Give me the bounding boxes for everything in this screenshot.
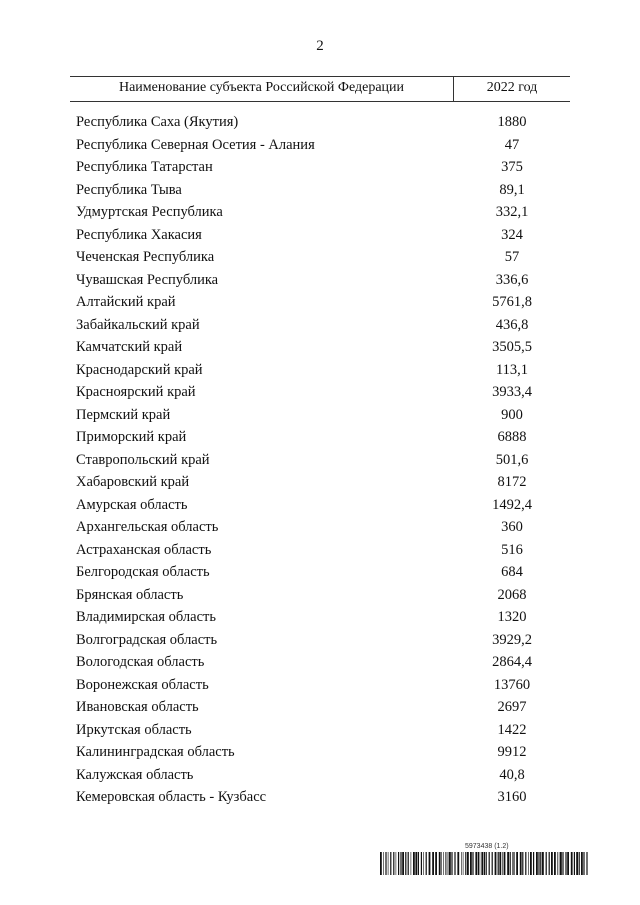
table-row bbox=[70, 224, 570, 247]
barcode-bar bbox=[472, 852, 473, 875]
region-value: 436,8 bbox=[495, 316, 529, 333]
region-name: Алтайский край bbox=[76, 294, 176, 310]
region-value: 3505,5 bbox=[492, 339, 532, 355]
region-value: 1422 bbox=[497, 721, 527, 738]
barcode-bar bbox=[528, 852, 529, 875]
region-value: 900 bbox=[501, 406, 523, 423]
region-value: 360 bbox=[501, 519, 523, 535]
barcode-bar bbox=[465, 852, 466, 875]
region-value: 3160 bbox=[497, 789, 527, 805]
barcode-bar bbox=[429, 852, 431, 875]
table-row bbox=[70, 494, 570, 517]
barcode-bar bbox=[478, 852, 479, 875]
region-value: 9912 bbox=[497, 744, 527, 760]
region-value: 89,1 bbox=[499, 181, 525, 198]
barcode-bar bbox=[499, 852, 501, 875]
region-name: Ставропольский край bbox=[76, 451, 210, 468]
barcode-bar bbox=[576, 852, 578, 875]
table-row bbox=[70, 111, 570, 134]
barcode-bar bbox=[390, 852, 391, 875]
barcode-bar bbox=[393, 852, 394, 875]
barcode-bar bbox=[423, 852, 424, 875]
region-value: 47 bbox=[504, 136, 520, 153]
barcode-bar bbox=[542, 852, 544, 875]
barcode-bar bbox=[489, 852, 490, 875]
barcode-bar bbox=[530, 852, 532, 875]
table-row bbox=[70, 764, 570, 787]
table-row bbox=[70, 134, 570, 157]
region-value: 1492,4 bbox=[492, 496, 532, 513]
barcode-bar bbox=[583, 852, 584, 875]
barcode-bar bbox=[418, 852, 419, 875]
barcode-bar bbox=[435, 852, 437, 875]
table-row bbox=[70, 584, 570, 607]
region-name: Кемеровская область - Кузбасс bbox=[76, 789, 267, 805]
table-row bbox=[70, 629, 570, 652]
barcode-bar bbox=[475, 852, 477, 875]
region-name: Республика Хакасия bbox=[76, 226, 202, 243]
region-value: 6888 bbox=[497, 429, 527, 445]
barcode-bar bbox=[385, 852, 386, 875]
table-row bbox=[70, 719, 570, 742]
barcode-bar bbox=[448, 852, 449, 875]
barcode-image bbox=[380, 852, 590, 875]
region-value: 8172 bbox=[497, 474, 527, 490]
barcode-bar bbox=[449, 852, 451, 875]
barcode-bar bbox=[565, 852, 566, 875]
barcode-bar bbox=[398, 852, 399, 875]
barcode-bar bbox=[516, 852, 518, 875]
table-row bbox=[70, 606, 570, 629]
barcode-bar bbox=[467, 852, 469, 875]
region-value: 13760 bbox=[493, 676, 531, 693]
region-value: 375 bbox=[501, 159, 523, 175]
table-row bbox=[70, 516, 570, 539]
region-value: 57 bbox=[504, 249, 520, 265]
region-name: Чувашская Республика bbox=[76, 271, 219, 288]
region-name: Воронежская область bbox=[76, 676, 209, 693]
barcode-bar bbox=[383, 852, 384, 875]
region-name: Камчатский край bbox=[76, 339, 183, 355]
barcode-bar bbox=[470, 852, 472, 875]
barcode-bar bbox=[495, 852, 497, 875]
barcode-bar bbox=[461, 852, 462, 875]
barcode-bar bbox=[512, 852, 513, 875]
region-value: 684 bbox=[501, 564, 523, 580]
region-value: 501,6 bbox=[495, 451, 529, 468]
region-value: 2068 bbox=[497, 586, 527, 603]
region-name: Калужская область bbox=[76, 766, 194, 783]
barcode-bar bbox=[486, 852, 487, 875]
table-row bbox=[70, 449, 570, 472]
barcode-bar bbox=[567, 852, 569, 875]
barcode-bar bbox=[426, 852, 427, 875]
region-name: Республика Саха (Якутия) bbox=[76, 114, 239, 130]
barcode-bar bbox=[441, 852, 442, 875]
barcode-bar bbox=[507, 852, 509, 875]
barcode-bar bbox=[402, 852, 404, 875]
region-name: Приморский край bbox=[76, 429, 187, 445]
barcode-bar bbox=[481, 852, 483, 875]
region-name: Чеченская Республика bbox=[76, 249, 215, 265]
barcode-bar bbox=[454, 852, 455, 875]
barcode-bar bbox=[574, 852, 575, 875]
barcode-bar bbox=[457, 852, 459, 875]
table-row bbox=[70, 359, 570, 382]
table-row bbox=[70, 179, 570, 202]
barcode-bar bbox=[546, 852, 547, 875]
region-name: Архангельская область bbox=[76, 519, 219, 535]
barcode-bar bbox=[492, 852, 493, 875]
region-value: 2697 bbox=[497, 699, 527, 715]
barcode-bar bbox=[557, 852, 558, 875]
region-name: Амурская область bbox=[76, 496, 188, 513]
region-value: 1880 bbox=[497, 114, 527, 130]
region-value: 40,8 bbox=[499, 766, 525, 783]
region-name: Калининградская область bbox=[76, 744, 235, 760]
region-name: Республика Северная Осетия - Алания bbox=[76, 136, 315, 153]
table-row bbox=[70, 674, 570, 697]
barcode-bar bbox=[525, 852, 526, 875]
barcode-bar bbox=[510, 852, 511, 875]
table-header bbox=[70, 76, 570, 102]
table-body bbox=[70, 111, 570, 809]
barcode-bar bbox=[504, 852, 506, 875]
region-name: Волгоградская область bbox=[76, 631, 218, 648]
barcode-bar bbox=[579, 852, 580, 875]
barcode-bar bbox=[586, 852, 587, 875]
table-row bbox=[70, 201, 570, 224]
barcode-bar bbox=[408, 852, 409, 875]
region-name: Забайкальский край bbox=[76, 316, 200, 333]
region-name: Республика Татарстан bbox=[76, 159, 213, 175]
table-row bbox=[70, 426, 570, 449]
barcode-bar bbox=[400, 852, 401, 875]
barcode-bar bbox=[520, 852, 522, 875]
table-row bbox=[70, 741, 570, 764]
barcode-bar bbox=[463, 852, 464, 875]
region-value: 324 bbox=[501, 226, 523, 243]
region-value: 113,1 bbox=[495, 361, 529, 378]
region-name: Хабаровский край bbox=[76, 474, 190, 490]
barcode-bar bbox=[514, 852, 515, 875]
region-name: Краснодарский край bbox=[76, 361, 203, 378]
barcode-bar bbox=[502, 852, 503, 875]
region-value: 3929,2 bbox=[492, 631, 532, 648]
barcode-bar bbox=[533, 852, 534, 875]
barcode-bar bbox=[536, 852, 538, 875]
region-name: Республика Тыва bbox=[76, 181, 182, 198]
table-row bbox=[70, 539, 570, 562]
region-name: Ивановская область bbox=[76, 699, 199, 715]
barcode-bar bbox=[540, 852, 541, 875]
table-row bbox=[70, 381, 570, 404]
barcode-bar bbox=[415, 852, 417, 875]
barcode-bar bbox=[559, 852, 560, 875]
table-row bbox=[70, 314, 570, 337]
barcode-bar bbox=[551, 852, 553, 875]
table-row bbox=[70, 246, 570, 269]
region-name: Иркутская область bbox=[76, 721, 192, 738]
barcode-bar bbox=[432, 852, 434, 875]
barcode-bar bbox=[581, 852, 583, 875]
region-value: 332,1 bbox=[495, 204, 529, 220]
barcode-bar bbox=[443, 852, 444, 875]
region-value: 516 bbox=[501, 541, 523, 558]
barcode-bar bbox=[445, 852, 446, 875]
region-value: 1320 bbox=[497, 609, 527, 625]
column-header-region: Наименование субъекта Российской Федерации bbox=[118, 80, 405, 95]
table-row bbox=[70, 336, 570, 359]
barcode-bar bbox=[560, 852, 562, 875]
region-name: Брянская область bbox=[76, 586, 184, 603]
table-row bbox=[70, 786, 570, 809]
barcode-bar bbox=[484, 852, 485, 875]
region-name: Астраханская область bbox=[76, 541, 212, 558]
region-name: Владимирская область bbox=[76, 609, 216, 625]
table-row bbox=[70, 561, 570, 584]
table-row bbox=[70, 471, 570, 494]
barcode-bar bbox=[549, 852, 550, 875]
barcode-bar bbox=[562, 852, 563, 875]
barcode-bar bbox=[396, 852, 397, 875]
region-name: Удмуртская Республика bbox=[76, 204, 223, 220]
barcode-bar bbox=[413, 852, 415, 875]
region-value: 336,6 bbox=[495, 271, 529, 288]
table-row bbox=[70, 651, 570, 674]
region-value: 5761,8 bbox=[492, 294, 532, 310]
barcode-bar bbox=[554, 852, 556, 875]
barcode-bar bbox=[439, 852, 441, 875]
barcode-bar bbox=[421, 852, 422, 875]
barcode-label: 5973438 (1.2) bbox=[465, 843, 509, 850]
barcode-bar bbox=[411, 852, 412, 875]
barcode-bar bbox=[513, 852, 514, 875]
table-row bbox=[70, 291, 570, 314]
barcode-bar bbox=[405, 852, 406, 875]
barcode-bar bbox=[498, 852, 499, 875]
table-row bbox=[70, 269, 570, 292]
region-name: Пермский край bbox=[76, 406, 171, 423]
barcode-bar bbox=[388, 852, 389, 875]
region-name: Белгородская область bbox=[76, 564, 210, 580]
page-number: 2 bbox=[316, 38, 324, 54]
region-value: 2864,4 bbox=[492, 654, 532, 670]
barcode-bar bbox=[480, 852, 481, 875]
barcode-bar bbox=[447, 852, 448, 875]
table-row bbox=[70, 156, 570, 179]
barcode-bar bbox=[571, 852, 573, 875]
region-name: Вологодская область bbox=[76, 654, 205, 670]
table-row bbox=[70, 404, 570, 427]
column-header-year: 2022 год bbox=[486, 80, 538, 95]
region-value: 3933,4 bbox=[492, 384, 532, 400]
barcode-bar bbox=[522, 852, 523, 875]
region-name: Красноярский край bbox=[76, 384, 196, 400]
table-row bbox=[70, 696, 570, 719]
barcode-bar bbox=[380, 852, 382, 875]
barcode-bar bbox=[451, 852, 452, 875]
barcode-bar bbox=[538, 852, 539, 875]
